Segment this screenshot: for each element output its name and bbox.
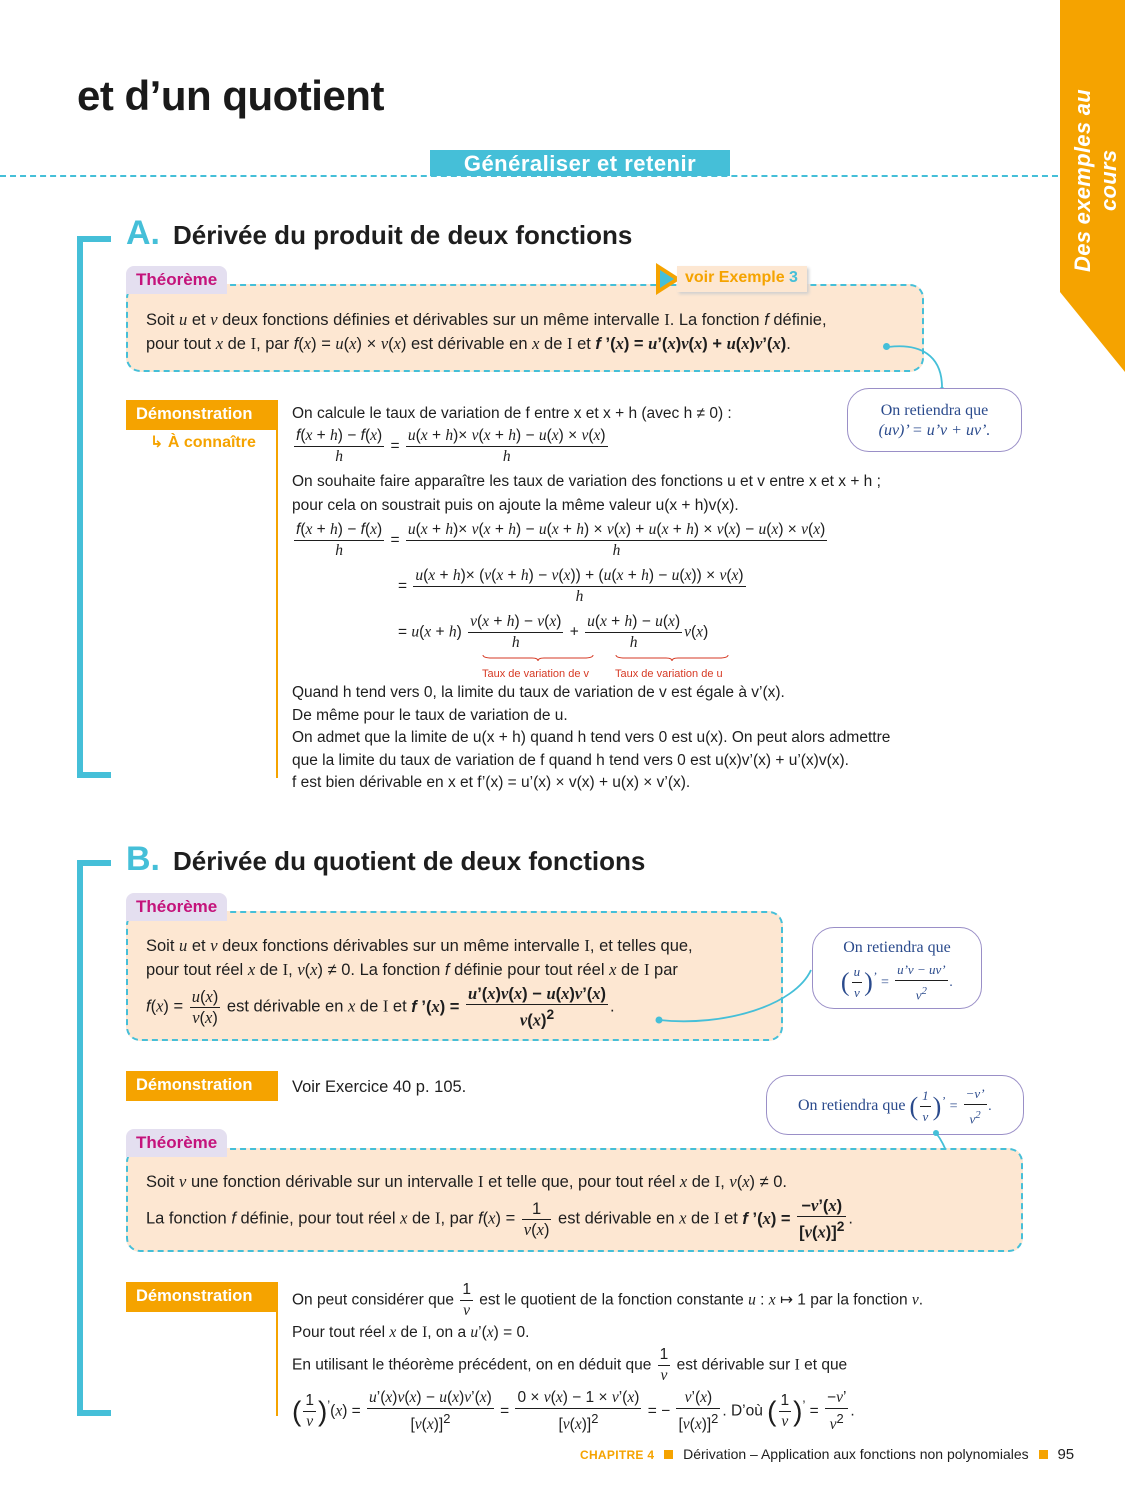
demo-a-line-end1: Quand h tend vers 0, la limite du taux de variation de v est égale à v’(x). — [292, 684, 785, 701]
footer-square-icon-2 — [1039, 1450, 1048, 1459]
theorem-c-label: Théorème — [126, 1129, 227, 1157]
demo-a-line-end2: De même pour le taux de variation de u. — [292, 706, 568, 724]
callout-quotient-title: On retiendra que — [843, 939, 951, 956]
theorem-c-statement: Soit v une fonction dérivable sur un intervalle I et telle que, pour tout réel x de I, v(x) ≠ 0. La fonction f définie, pour tout réel x de I, par f(x) = $\frac{1}{v(x)}$ est dérivable en x de I et f ’(x) = $\frac{-v’(x)}{[v(x)]^2}$ . — [146, 1172, 853, 1242]
demo-a-line-faire1: On souhaite faire apparaître les taux de variation des fonctions u et v entre x et x + h ; — [292, 473, 881, 490]
note-rate-v: Taux de variation de v — [482, 668, 590, 680]
section-banner: Généraliser et retenir — [430, 150, 730, 176]
section-b-letter: B. — [126, 840, 160, 878]
page-title: et d’un quotient — [77, 72, 384, 119]
demo-a-line-end3: On admet que la limite de u(x + h) quand h tend vers 0 est u(x). On peut alors admettre — [292, 729, 891, 746]
footer-square-icon — [664, 1450, 673, 1459]
section-b-bracket — [77, 860, 111, 1416]
demo-c-line2: Pour tout réel x de I, on a u’(x) = 0. — [292, 1324, 530, 1341]
note-rate-u: Taux de variation de u — [615, 668, 723, 680]
demo-a-line-faire2: pour cela on soustrait puis on ajoute la même valeur u(x + h)v(x). — [292, 497, 739, 514]
demo-a-body: On calcule le taux de variation de f entre x et x + h (avec h ≠ 0) : $\frac{f(x + h) - f(x)}{h}$ = $\frac{u(x + h)\times v(x + h) - u(x) \times v(x)}{h}$ On souhaite faire apparaître les taux de variation des fonctions u et v entre x et x + h ; pour cela on soustrait puis on ajoute la même valeur u(x + h)v(x). $\frac{f(x + h) - f(x)}{h}$ = u(x + h)× v(x + h) − u(x + h) × v(x) + u(x + h) × v(x) − u(x) × v(x) h = $\frac{u(x + h)\times (v(x + h) - v(x)) + (u(x + h) - u(x)) \times v(x)}{h}$ = u(x + h) $\frac{v(x + h) - v(x)}{h}$ + $\frac{u(x + h) - u(x)}{h}$ v(x) Taux de variation de v Taux de variation de u Quand h tend vers 0, la limite du taux de variation de v est égale à v’(x). De même pour le taux de variation de u. On admet que la limite de u(x + h) quand h tend vers 0 est u(x). On peut alors admettre que la limite du taux de variation de f quand h tend vers 0 est u(x)v’(x) + u’(x)v(x). f est bien dérivable en x et f’(x) = u’(x) × v(x) + u(x) × v’(x). — [292, 402, 1022, 795]
see-example-text: voir Exemple — [685, 269, 790, 286]
curved-arrow-icon: ↳ — [150, 434, 164, 451]
brace-v — [482, 654, 594, 662]
rate-fraction: $\frac{f(x + h) - f(x)}{h}$ — [296, 427, 383, 465]
see-example-link[interactable] — [655, 262, 807, 296]
theorem-b-label: Théorème — [126, 893, 227, 921]
section-a-bracket — [77, 236, 111, 778]
footer — [580, 1446, 1074, 1463]
connector-line-b — [655, 965, 815, 1025]
section-a-letter: A. — [126, 214, 160, 252]
demo-b-see-exercise[interactable]: Voir Exercice 40 p. 105. — [292, 1078, 467, 1096]
demo-b-bar — [126, 1071, 278, 1101]
demo-a-line-end4: que la limite du taux de variation de f quand h tend vers 0 est u(x)v’(x) + u’(x)v(x). — [292, 751, 849, 769]
page-number: 95 — [1057, 1446, 1075, 1463]
demo-a-label: Démonstration — [126, 400, 276, 430]
demo-a-must-know-text: À connaître — [167, 434, 256, 451]
footer-chapter: CHAPITRE 4 — [580, 1448, 655, 1462]
footer-title: Dérivation – Application aux fonctions non polynomiales — [683, 1446, 1029, 1462]
theorem-a-statement: Soit u et v deux fonctions définies et dérivables sur un même intervalle I. La fonction f définie, pour tout x de I, par f(x) = u(x) × v(x) est dérivable en x de I et f ’(x) = u’(x)v(x) + u(x)v’(x). — [146, 310, 827, 353]
demo-c-label: Démonstration — [126, 1282, 276, 1312]
callout-inverse-rule: On retiendra que ( $\frac{1}{v}$ )’ = $\frac{-v’}{v^2}$ . — [766, 1075, 1024, 1135]
brace-u — [615, 654, 729, 662]
demo-a-must-know — [150, 432, 256, 452]
demo-a-bar — [126, 400, 278, 778]
theorem-b-statement: Soit u et v deux fonctions dérivables sur un même intervalle I, et telles que, pour tout réel x de I, v(x) ≠ 0. La fonction f définie pour tout réel x de I par f(x) = $\frac{u(x)}{v(x)}$ est dérivable en x de I et f ’(x) = $\frac{u’(x)v(x) - u(x)v’(x)}{v(x)^2}$ . — [146, 936, 693, 1030]
callout-product-formula: (uv)’ = u’v + uv’. — [878, 422, 991, 439]
demo-c-body: On peut considérer que $\frac{1}{v}$ est le quotient de la fonction constante u : x ↦ 1 par la fonction v. Pour tout réel x de I, on a u’(x) = 0. En utilisant le théorème précédent, on en déduit que $\frac{1}{v}$ est dérivable sur I et que ( $\frac{1}{v}$ )’(x) = $\frac{u’(x)v(x) - u(x)v’(x)}{[v(x)]^2}$ = $\frac{0 \times v(x) - 1 \times v’(x)}{[v(x)]^2}$ = − $\frac{v’(x)}{[v(x)]^2}$ . D’où ( $\frac{1}{v}$ )’ = $\frac{-v’}{v^2}$ . — [292, 1280, 1032, 1435]
section-b-title: Dérivée du quotient de deux fonctions — [173, 846, 646, 876]
see-example-number: 3 — [789, 269, 798, 286]
connector-line — [885, 340, 955, 395]
theorem-a-label: Théorème — [126, 266, 227, 294]
demo-a-line-calc: On calcule le taux de variation de f entre x et x + h (avec h ≠ 0) : — [292, 405, 732, 422]
section-a-title: Dérivée du produit de deux fonctions — [173, 220, 633, 250]
demo-a-line-end5: f est bien dérivable en x et f’(x) = u’(x) × v(x) + u(x) × v’(x). — [292, 774, 691, 791]
callout-inverse-title: On retiendra que — [797, 1096, 906, 1114]
callout-quotient-rule: On retiendra que ( $\frac{u}{v}$ )’ = $\frac{u’v - uv’}{v^2}$ . — [812, 927, 982, 1009]
callout-product-title: On retiendra que — [880, 402, 989, 419]
side-tab-label: Des exemples au cours — [1070, 88, 1121, 272]
demo-b-label: Démonstration — [126, 1071, 276, 1101]
